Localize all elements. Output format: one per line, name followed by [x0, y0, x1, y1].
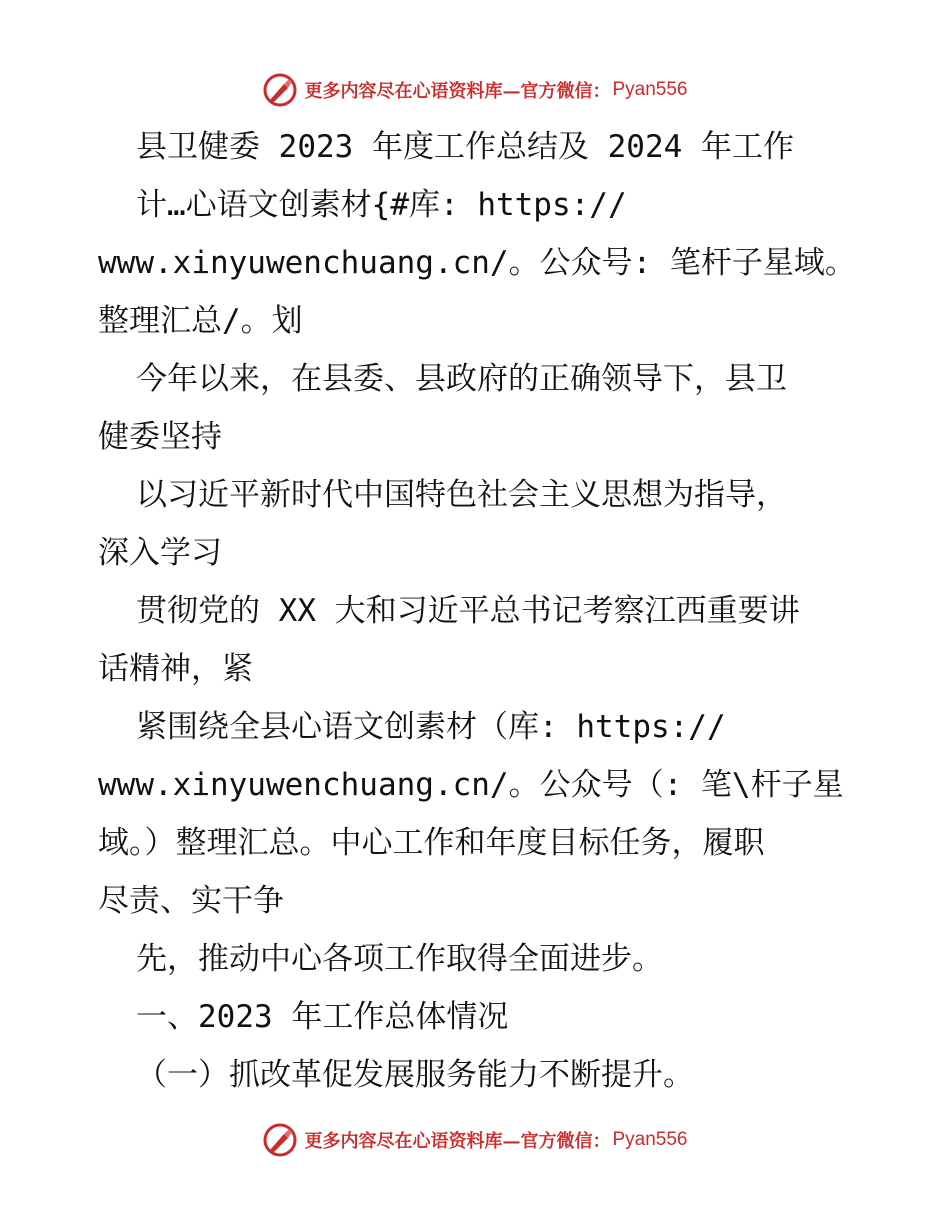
pen-logo-icon — [262, 1122, 298, 1158]
pen-logo-icon — [262, 72, 298, 108]
text-line: www.xinyuwenchuang.cn/。公众号: 笔杆子星域。 — [98, 245, 856, 281]
banner-text: 更多内容尽在心语资料库—官方微信： — [304, 1131, 611, 1152]
text-line: 尽责、实干争 — [98, 883, 284, 919]
text-line: 以习近平新时代中国特色社会主义思想为指导， — [136, 477, 787, 513]
text-line: 深入学习 — [98, 535, 222, 571]
header-banner — [0, 70, 950, 110]
banner-wechat-id: Pyan556 — [612, 79, 688, 100]
banner-text: 更多内容尽在心语资料库—官方微信： — [304, 81, 611, 102]
subsection-heading: （一）抓改革促发展服务能力不断提升。 — [136, 1057, 694, 1093]
text-line: 整理汇总/。划 — [98, 303, 303, 339]
banner-wechat-id: Pyan556 — [612, 1129, 688, 1150]
footer-banner — [0, 1120, 950, 1160]
text-line: 健委坚持 — [98, 419, 222, 455]
text-line: 紧围绕全县心语文创素材（库: https:// — [136, 709, 726, 745]
section-heading: 一、2023 年工作总体情况 — [136, 999, 509, 1035]
text-line: 话精神，紧 — [98, 651, 253, 687]
text-line: 贯彻党的 XX 大和习近平总书记考察江西重要讲 — [136, 593, 800, 629]
text-line: www.xinyuwenchuang.cn/。公众号（: 笔\杆子星 — [98, 767, 844, 803]
text-line: 域。）整理汇总。中心工作和年度目标任务，履职 — [98, 825, 765, 861]
text-line: 计…心语文创素材{#库: https:// — [136, 187, 627, 223]
text-line: 今年以来，在县委、县政府的正确领导下，县卫 — [136, 361, 787, 397]
text-line: 县卫健委 2023 年度工作总结及 2024 年工作 — [136, 129, 794, 165]
text-line: 先，推动中心各项工作取得全面进步。 — [136, 941, 663, 977]
document-body — [98, 118, 858, 1104]
